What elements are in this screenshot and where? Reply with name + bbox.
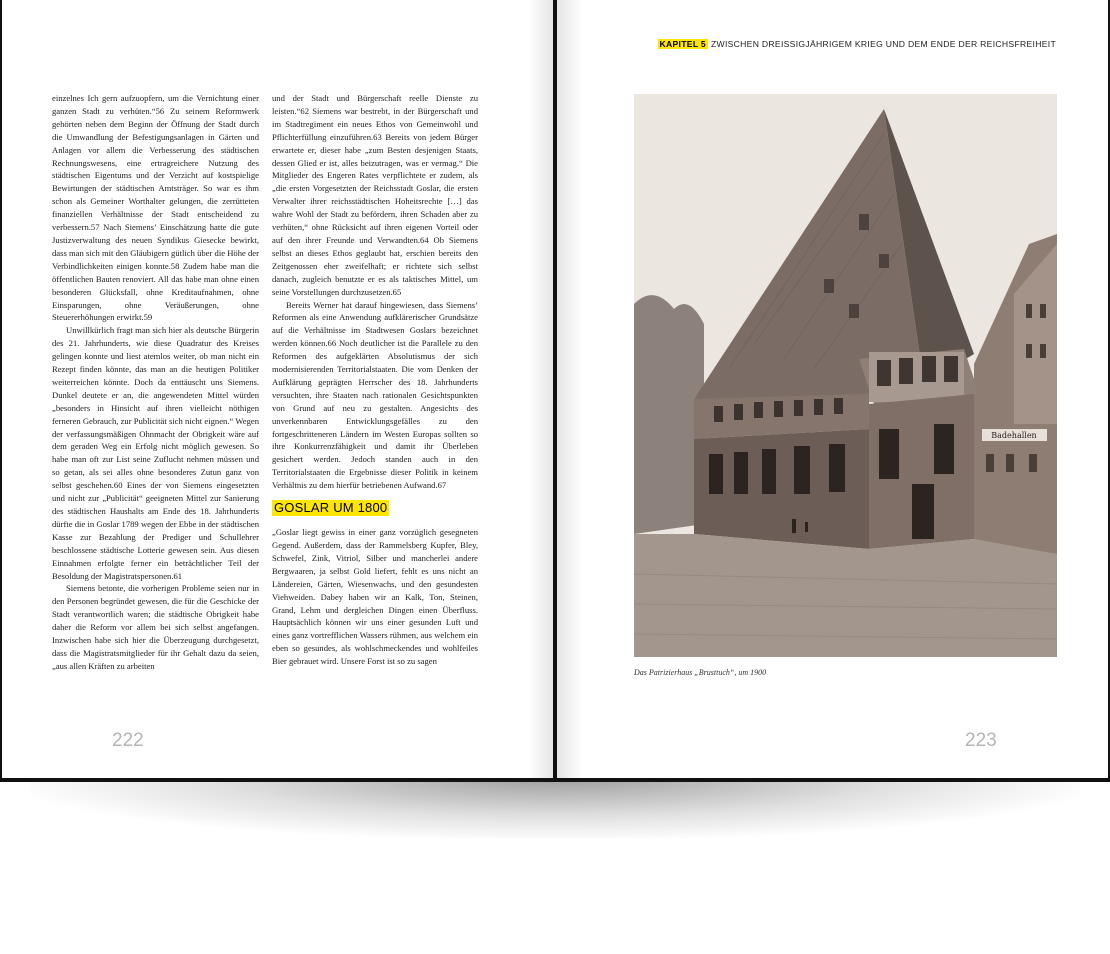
paragraph: Bereits Werner hat darauf hingewiesen, dass Siemens’ Reformen als eine Anwendung aufklärerischer Grundsätze auf die Verhältnisse im Stadtwesen Goslars bezeichnet werden können.66 Noch deutlicher ist die Parallele zu den Reformen des aufgeklärten Absolutismus der sich modernisierenden Territorialstaaten. Die vom Denken der Aufklärung geprägten Herrscher des 18. Jahrhunderts versuchten, ihre Staaten nach rationalen Gesichtspunkten von Grund auf neu zu gestalten. Angesichts des unverkennbaren Entwicklungsgefälles zu den fortgeschritteneren Ländern im Westen Europas sollten so ihre Konkurrenzfähigkeit und damit ihr Überleben gesichert werden. Jedoch standen auch in den Territorialstaaten die Ergebnisse dieser Politik in keinem Verhältnis zu dem hierfür betriebenen Aufwand.67	[272, 299, 478, 491]
page-number-left: 222	[112, 730, 144, 751]
page-number-right: 223	[965, 730, 997, 751]
left-column-1	[52, 92, 259, 673]
left-column-2	[272, 92, 478, 668]
paragraph: einzelnes Ich gern aufzuopfern, um die Vernichtung einer ganzen Stadt zu verhüten.“56 Zu seinem Reformwerk gehörten neben dem Beginn der Öffnung der Stadt durch die Umwandlung der Befestigungsanlagen in Gärten und Anlagen vor allem die Verbesserung des städtischen Rechnungswesens, eine ertragreichere Nutzung des städtischen Eigentums und der Verzicht auf kostspielige Bewirtungen der städtischen Amtsträger. So war es ihm schon als Gemeiner Worthalter gelungen, die zerrütteten finanziellen Verhältnisse der Stadt entscheidend zu verbessern.57 Nach Siemens’ Einschätzung hatte die gute Justizverwaltung des neuen Syndikus Giesecke bewirkt, dass man sich mit den Gläubigern gütlich über die Höhe der Verbindlichkeiten einigen konnte.58 Zudem habe man die öffentlichen Bauten renoviert. All das habe man ohne einen besonderen Glücksfall, ohne Kreditaufnahmen, ohne Einsparungen, ohne Veräußerungen, ohne Steuererhöhungen erwirkt.59	[52, 93, 259, 323]
gutter-shadow-right	[557, 0, 583, 778]
paragraph: Siemens betonte, die vorherigen Probleme seien nur in den Personen begründet gewesen, die für die Geschicke der Stadt verantwortlich waren; die städtische Obrigkeit habe daher die Reform vor allem bei sich selbst angefangen. Inzwischen habe sich hier die Überzeugung durchgesetzt, dass die Magistratsmitglieder für ihr Gehalt dazu da seien, „aus allen Kräften zu arbeiten	[52, 583, 259, 671]
quote-paragraph: „Goslar liegt gewiss in einer ganz vorzüglich gesegneten Gegend. Außerdem, dass der Rammelsberg Kupfer, Bley, Schwefel, Zink, Vitriol, Silber und mancherlei andere Bergwaaren, ja selbst Gold liefert, fehlt es uns nicht an Ländereien, Gärten, Wiesenwachs, und den gesundesten Viehweiden. Dabey haben wir an Kalk, Ton, Steinen, Grand, Lehm und dergleichen Dingen einen Überfluss. Hauptsächlich können wir uns einer gesunden Luft und eines ganz vortrefflichen Wassers rühmen, aus welchem ein eben so gesundes, als wohlschmeckendes und wohlfeiles Bier gebrauet wird. Unsere Forst ist so zu sagen	[272, 527, 478, 667]
book-shadow	[30, 778, 1080, 838]
section-heading: GOSLAR UM 1800	[274, 500, 388, 516]
right-page	[557, 0, 1108, 778]
photo-sign-text: Badehallen	[991, 431, 1037, 440]
historic-building-photo	[634, 94, 1057, 657]
photo-caption: Das Patrizierhaus „Brusttuch“, um 1900	[634, 668, 767, 677]
paragraph: Unwillkürlich fragt man sich hier als deutsche Bürgerin des 21. Jahrhunderts, wie diese Quadratur des Kreises gelingen konnte und liest atemlos weiter, ob man nicht ein Rezept finden könnte, das man an die heutigen Politiker weiterreichen könnte. Doch da enttäuscht uns Siemens. Dunkel deutete er an, die angewendeten Mittel würden „besonders in Hinsicht auf ihren vielleicht nöthigen ferneren Gebrauch, zur Publicität sich nicht eignen.“ Wegen der verfassungsmäßigen Ohnmacht der Obrigkeit wäre auf dem geraden Weg ein Erfolg nicht möglich gewesen. So habe man oft zur List seine Zuflucht nehmen müssen und so getan, als sei alles ohne besonderes Zutun ganz von selbst geschehen.60 Eines der von Siemens eingesetzten und nicht zur „Publicität“ geeigneten Mittel zur Sanierung des städtischen Haushalts am Ende des 18. Jahrhunderts dürfte die in Goslar 1789 wegen der Ebbe in der städtischen Kasse zur Bezahlung der Prediger und Schullehrer beschlossene städtische Lotterie gewesen sein. Aus diesen Einnahmen erfolgte ferner ein beträchtlicher Teil der Besoldung der Magistratspersonen.61	[52, 325, 259, 581]
left-page	[2, 0, 553, 778]
running-head	[658, 39, 1057, 49]
section-heading-wrap	[272, 492, 478, 526]
photo-illustration	[634, 94, 1057, 657]
paragraph: und der Stadt und Bürgerschaft reelle Dienste zu leisten.“62 Siemens war bestrebt, in der Bürgerschaft und im Stadtregiment ein neues Ethos von Gemeinwohl und Pflichterfüllung einzuführen.63 Bereits von jedem Bürger erwartete er, dieser habe „zum Besten desjenigen Staats, dessen Glied er ist, alles beizutragen, was er vermag.“ Die Mitglieder des Engeren Rates verpflichtete er zudem, als „die ersten Vorgesetzten der Reichsstadt Goslar, die ersten Verwalter ihrer reichsstädtischen Hoheitsrechte […] das wahre Wohl der Stadt zu befördern, ihren Schaden aber zu verhüten,“ ohne Rücksicht auf ihren eigenen Vorteil oder auf den ihrer Freunde und Verwandten.64 Ob Siemens selbst an dieses Ethos geglaubt hat, erschien bereits den Zeitgenossen eher zweifelhaft; er richtete sich selbst danach, zugleich benutzte er es als taktisches Mittel, um seine Vorstellungen durchzusetzen.65	[272, 93, 478, 297]
running-head-title: ZWISCHEN DREISSIGJÄHRIGEM KRIEG UND DEM ENDE DER REICHSFREIHEIT	[710, 39, 1056, 49]
chapter-tag: KAPITEL 5	[659, 39, 706, 49]
gutter-shadow-left	[527, 0, 553, 778]
